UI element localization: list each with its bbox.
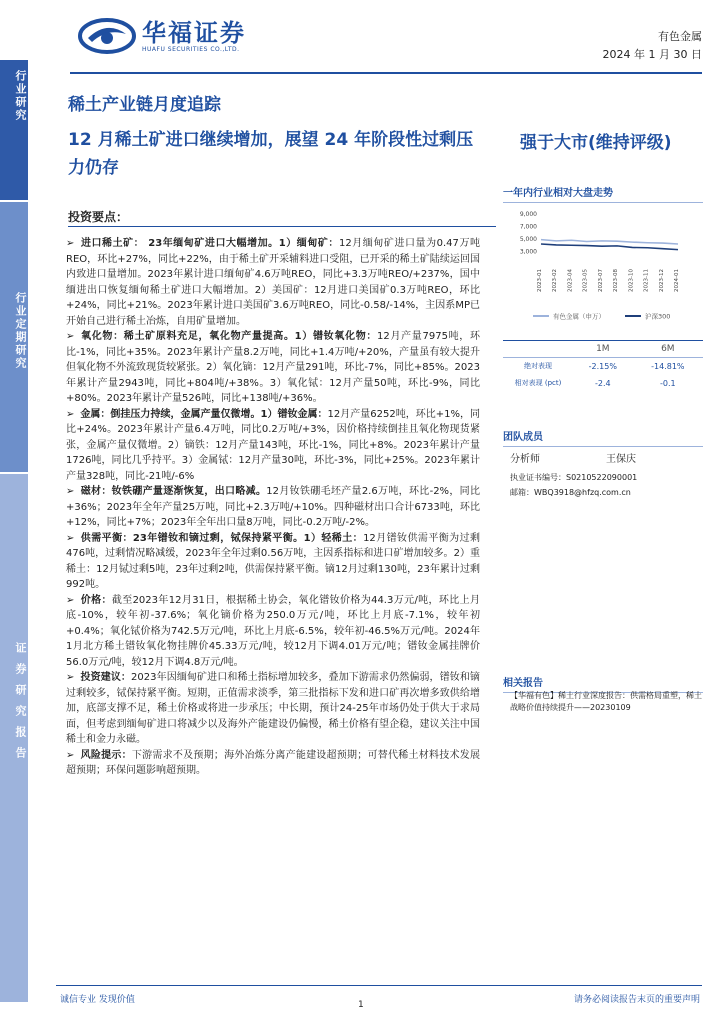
key-point-text: 12月镨钕供需平衡为过剩476吨，过剩情况略减缓，2023年全年过剩0.56万吨，主因系指标和进口矿增加较多。2）重稀土：12月铽过剩5吨，23年过剩2吨，供需保持紧平衡。镝12月过剩130吨，23年累计过剩992吨。 — [66, 532, 480, 590]
related-report-link[interactable]: 【华福有色】稀土行业深度报告：供需格局重塑，稀土战略价值持续提升——20230109 — [510, 691, 702, 712]
key-point-paragraph — [66, 484, 480, 531]
bullet-icon: ➢ — [66, 331, 75, 342]
analyst-line — [510, 450, 636, 465]
report-date: 2024 年 1 月 30 日 — [602, 48, 702, 61]
key-point-paragraph — [66, 236, 480, 329]
performance-cell: -0.1 — [660, 378, 676, 388]
y-tick-label: 3,000 — [519, 248, 537, 256]
key-point-paragraph — [66, 748, 480, 779]
table-row — [503, 358, 703, 375]
y-tick-label: 9,000 — [519, 211, 537, 218]
key-point-lead: 磁材：钕铁硼产量逐渐恢复，出口略减。 — [80, 486, 267, 497]
page-title: 12 月稀土矿进口继续增加，展望 24 年阶段性过剩压力仍存 — [68, 130, 474, 178]
analyst-role: 分析师 — [510, 454, 540, 465]
key-point-lead: 金属：倒挂压力持续，金属产量仅微增。1）镨钕金属： — [80, 408, 328, 420]
footer-disclaimer: 请务必阅读报告末页的重要声明 — [573, 995, 700, 1005]
related-reports-heading: 相关报告 — [503, 674, 703, 693]
x-tick-label: 2023-02 — [552, 269, 559, 292]
page-number: 1 — [358, 1000, 364, 1010]
bullet-icon: ➢ — [66, 486, 75, 497]
analyst-cert: 执业证书编号：S0210522090001 — [510, 473, 638, 482]
performance-cell: -14.81% — [651, 361, 685, 371]
x-tick-label: 2023-08 — [613, 269, 620, 292]
bullet-icon: ➢ — [66, 532, 75, 544]
key-point-paragraph — [66, 593, 480, 671]
performance-header-row — [503, 341, 703, 358]
bullet-icon: ➢ — [66, 408, 75, 420]
analyst-name: 王保庆 — [606, 454, 636, 465]
rating-label: 强于大市(维持评级) — [520, 133, 672, 153]
x-tick-label: 2023-11 — [643, 269, 650, 292]
key-point-lead: 风险提示： — [80, 749, 132, 761]
sidebar-report-type: 行业定期研究 — [0, 202, 28, 472]
key-points-body — [66, 236, 480, 779]
y-tick-label: 5,000 — [519, 236, 537, 243]
bullet-icon: ➢ — [66, 749, 75, 761]
x-tick-label: 2023-10 — [628, 269, 635, 292]
x-tick-label: 2024-01 — [674, 269, 680, 292]
sidebar-category: 行业研究 — [0, 60, 28, 200]
x-tick-label: 2023-01 — [537, 269, 543, 292]
key-point-lead: 供需平衡：23年镨钕和镝过剩，铽保持紧平衡。1）轻稀土： — [80, 532, 364, 544]
key-point-text: 2023年因缅甸矿进口和稀土指标增加较多，叠加下游需求仍然偏弱，镨钕和镝过剩较多，铽保持紧平衡。短期，正值需求淡季，第三批指标下发和进口矿再次增多致供给增加，底部支撑不足，稀土价格或将进一步承压；中长期，预计24-25年市场仍处于供大于求局面，但考虑到缅甸矿进口将减少以及海外产能建设仍偏慢，稀土价格有望企稳，建议关注中国稀土和金力永磁。 — [66, 672, 480, 745]
key-point-paragraph — [66, 531, 480, 593]
bullet-icon: ➢ — [66, 594, 75, 606]
legend-label: 有色金属（申万） — [553, 312, 605, 321]
key-point-lead: 价格： — [80, 594, 112, 606]
key-point-text: 12月产量6252吨，环比+1%，同比+24%。2023年累计产量6.4万吨，同比0.2万吨/+3%，因价格持续倒挂且氧化物现货紧张，金属产量仅微增。2）镝铁：12月产量143吨，环比-1%，同比+8%。2023年累计产量1726吨，同比几乎持平。3）金属铽：12月产量30吨，环比-3%，同比+25%。2023年累计产量328吨，同比-21吨/-6% — [66, 408, 480, 482]
key-point-lead: 进口稀土矿： 23年缅甸矿进口大幅增加。1）缅甸矿： — [80, 238, 339, 249]
key-points-heading: 投资要点： — [68, 210, 129, 224]
performance-row-label: 相对表现 (pct) — [514, 379, 562, 387]
key-point-text: 12月缅甸矿进口量为0.47万吨REO，环比+27%，同比+22%，由于稀土矿开采辅料进口受阻，已开采的稀土矿陆续运回国内致进口量增加。2023年累计进口缅甸矿4.6万吨REO，同比+3.3万吨REO/+237%，国中缅进出口恢复缅甸稀土矿进口大幅增加。2）美国矿：12月进口美国矿0.3万吨REO，环比+24%，同比+21%。2023年累计进口美国矿3.6万吨REO，同比-0.58/-14%，主因系MP已开始自己进行稀土冶炼，自用矿量增加。 — [66, 238, 480, 327]
x-tick-label: 2023-04 — [567, 269, 574, 292]
brand-name: 华福证券 — [142, 18, 246, 47]
brand-name-en: HUAFU SECURITIES CO.,LTD. — [142, 45, 240, 53]
header-divider — [70, 72, 702, 74]
performance-row-label: 绝对表现 — [524, 362, 552, 371]
performance-table — [503, 340, 703, 392]
team-heading: 团队成员 — [503, 428, 703, 447]
key-point-text: 下游需求不及预期；海外冶炼分离产能建设超预期；可替代稀土材料技术发展超预期；环保问题影响超预期。 — [66, 749, 481, 776]
header-meta — [603, 28, 702, 64]
key-point-text: 12月产量7975吨，环比-1%，同比+35%。2023年累计产量8.2万吨，同比+1.4万吨/+20%，产量虽有较大提升但氧化物不外流致现货较紧张。2）氧化镝：12月产量291吨，环比-7%，同比+85%。2023年累计产量2943吨，同比+804吨/+38%。3）氧化铽：12月产量50吨，环比-9%，同比+80%。2023年累计产量526吨，同比+138吨/+36%。 — [66, 331, 480, 404]
key-point-text: 12月钕铁硼毛坯产量2.6万吨，环比-2%，同比+36%；2023年全年产量25万吨，同比+2.3万吨/+10%。四种磁材出口合计6733吨，环比+12%，同比+7%；2023年全年出口量8万吨，同比-0.2万吨/-2%。 — [66, 486, 480, 528]
legend-label: 沪深300 — [645, 312, 671, 321]
performance-header-blank — [503, 341, 573, 358]
relative-performance-chart — [503, 204, 703, 324]
key-point-paragraph — [66, 329, 480, 407]
brand-logo — [78, 16, 246, 56]
performance-cell: -2.4 — [595, 378, 611, 388]
sidebar-report-label: 证券研究报告 — [0, 474, 28, 1002]
key-point-paragraph — [66, 407, 480, 485]
series-line-0 — [541, 240, 678, 244]
x-tick-label: 2023-07 — [597, 269, 604, 292]
performance-header-6m: 6M — [633, 341, 703, 358]
series-line-1 — [541, 244, 678, 250]
sector-label: 有色金属 — [658, 30, 702, 43]
footer-slogan: 诚信专业 发现价值 — [60, 995, 135, 1005]
series-title: 稀土产业链月度追踪 — [68, 95, 221, 115]
performance-cell: -2.15% — [588, 361, 617, 371]
table-row — [503, 375, 703, 392]
key-point-lead: 投资建议： — [80, 672, 132, 683]
analyst-email[interactable]: 邮箱：WBQ3918@hfzq.com.cn — [510, 488, 631, 497]
performance-header-1m: 1M — [573, 341, 633, 358]
x-tick-label: 2023-12 — [658, 269, 665, 292]
key-point-lead: 氧化物：稀土矿原料充足，氧化物产量提高。1）镨钕氧化物： — [80, 331, 378, 342]
key-points-divider — [68, 226, 496, 227]
sidebar — [0, 60, 28, 1002]
bullet-icon: ➢ — [66, 672, 75, 683]
bullet-icon: ➢ — [66, 238, 75, 249]
key-point-text: 截至2023年12月31日，根据稀土协会，氧化镨钕价格为44.3万元/吨，环比上月底-10%，较年初-37.6%；氧化镝价格为250.0万元/吨，环比上月底-7.1%，较年初+0.4%；氧化铽价格为742.5万元/吨，环比上月底-6.5%，较年初-46.5%万元/吨。2024年1月北方稀土镨钕氧化物挂牌价45.33万元/吨，较12月下调4.01万元/吨；镨钕金属挂牌价56.0万元/吨，较12月下调4.8万元/吨。 — [66, 594, 480, 668]
y-tick-label: 7,000 — [519, 223, 537, 231]
x-tick-label: 2023-05 — [582, 269, 589, 292]
chart-title: 一年内行业相对大盘走势 — [503, 184, 703, 203]
key-point-paragraph — [66, 670, 480, 748]
footer-divider — [56, 985, 702, 986]
brand-mark-icon — [78, 16, 136, 56]
